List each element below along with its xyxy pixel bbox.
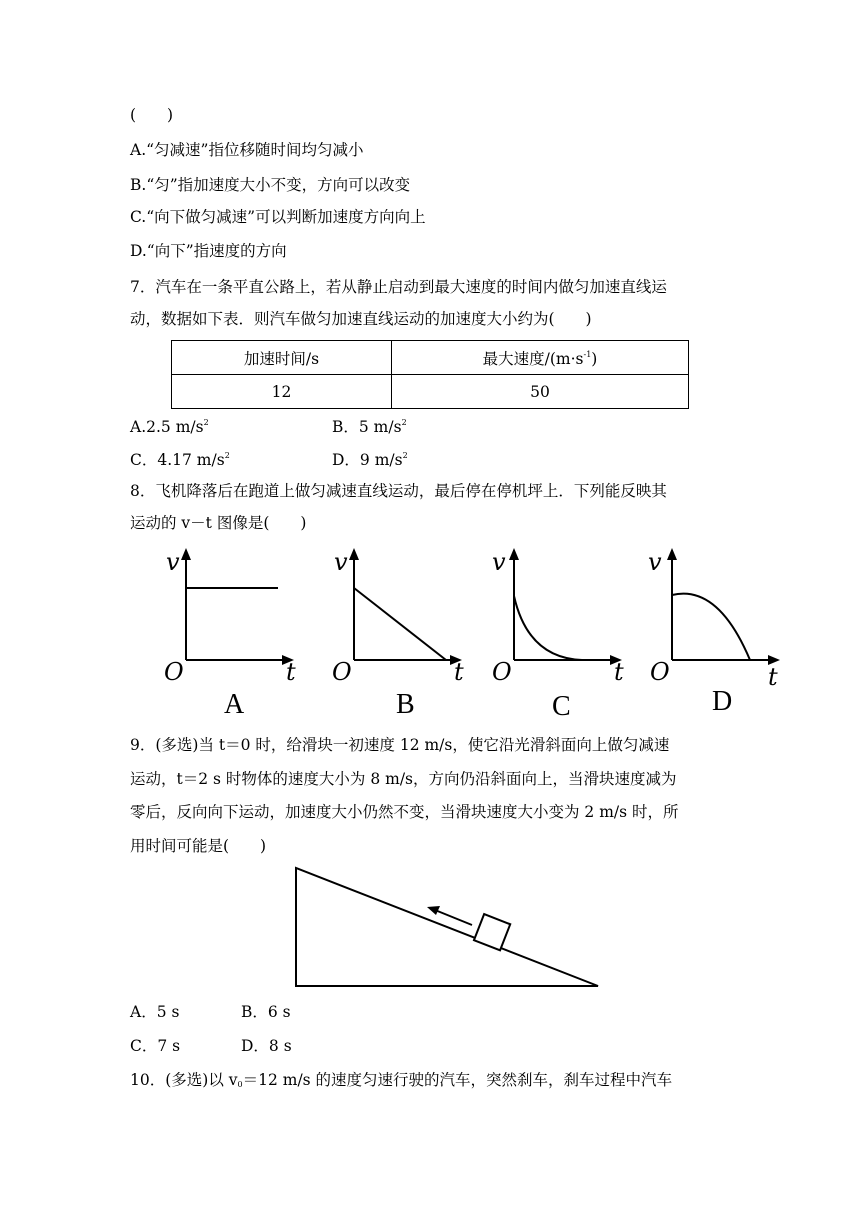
q6-blank: ( ) [130,106,174,124]
q8-text-line1: 8．飞机降落后在跑道上做匀减速直线运动，最后停在停机坪上．下列能反映其 [130,482,667,500]
origin-label: O [164,658,184,686]
q6-option-c: C.“向下做匀减速”可以判断加速度方向向上 [130,208,426,226]
q9-text-line2: 运动，t＝2 s 时物体的速度大小为 8 m/s，方向仍沿斜面向上，当滑块速度减为 [130,770,677,788]
table-header-time: 加速时间/s [172,341,392,375]
q7-data-table [171,340,689,409]
origin-label: O [650,658,670,686]
graph-letter-d: D [712,686,733,717]
q7-text-line2: 动，数据如下表．则汽车做匀加速直线运动的加速度大小约为( ) [130,310,592,328]
q9-option-b: B．6 s [241,1003,291,1021]
table-cell-time: 12 [172,375,392,409]
graph-letter-c: C [552,691,571,722]
table-cell-speed: 50 [392,375,689,409]
q6-option-a: A.“匀减速”指位移随时间均匀减小 [130,141,364,159]
slider-block [474,914,510,950]
q10-text-line1: 10．(多选)以 $v_0=12$ m/s 的速度匀速行驶的汽车，突然刹车，刹车过程中汽车 [130,1071,673,1089]
q9-option-d: D．8 s [241,1037,292,1055]
table-header-speed: 最大速度$/(m\cdot s^{-1})$ [392,341,689,375]
t-axis-label: t [454,658,464,686]
q7-option-c: C．4.17 $m/s^2$ [130,451,230,469]
vt-graph-a [162,548,302,722]
v-axis-label: v [334,548,348,576]
v-axis-label: v [492,548,506,576]
vt-graph-d [648,548,788,722]
incline-triangle [296,868,598,986]
t-axis-label: t [768,663,778,691]
q9-text-line3: 零后，反向向下运动，加速度大小仍然不变，当滑块速度大小变为 2 m/s 时，所 [130,803,679,821]
incline-diagram [290,862,610,994]
v-axis-label: v [166,548,180,576]
vt-graph-b [330,548,470,722]
q7-text-line1: 7．汽车在一条平直公路上，若从静止启动到最大速度的时间内做匀加速直线运 [130,278,667,296]
q8-text-line2: 运动的 v－t 图像是( ) [130,514,307,532]
q9-option-c: C．7 s [130,1037,181,1055]
v-axis-label: v [648,548,662,576]
origin-label: O [332,658,352,686]
graph-letter-b: B [396,689,415,720]
origin-label: O [492,658,512,686]
q9-text-line4: 用时间可能是( ) [130,837,267,855]
vt-graph-c [490,548,630,722]
t-axis-label: t [286,658,296,686]
q7-option-b: B．5 $m/s^2$ [332,418,407,436]
q7-option-a: A.2.5 $m/s^2$ [130,418,209,436]
q9-option-a: A．5 s [130,1003,180,1021]
velocity-arrow [435,910,472,925]
q7-option-d: D．9 $m/s^2$ [332,451,408,469]
graph-letter-a: A [224,689,245,720]
q6-option-d: D.“向下”指速度的方向 [130,242,287,260]
q9-text-line1: 9．(多选)当 t＝0 时，给滑块一初速度 12 m/s，使它沿光滑斜面向上做匀减速 [130,736,670,754]
q6-option-b: B.“匀”指加速度大小不变，方向可以改变 [130,176,411,194]
t-axis-label: t [614,658,624,686]
